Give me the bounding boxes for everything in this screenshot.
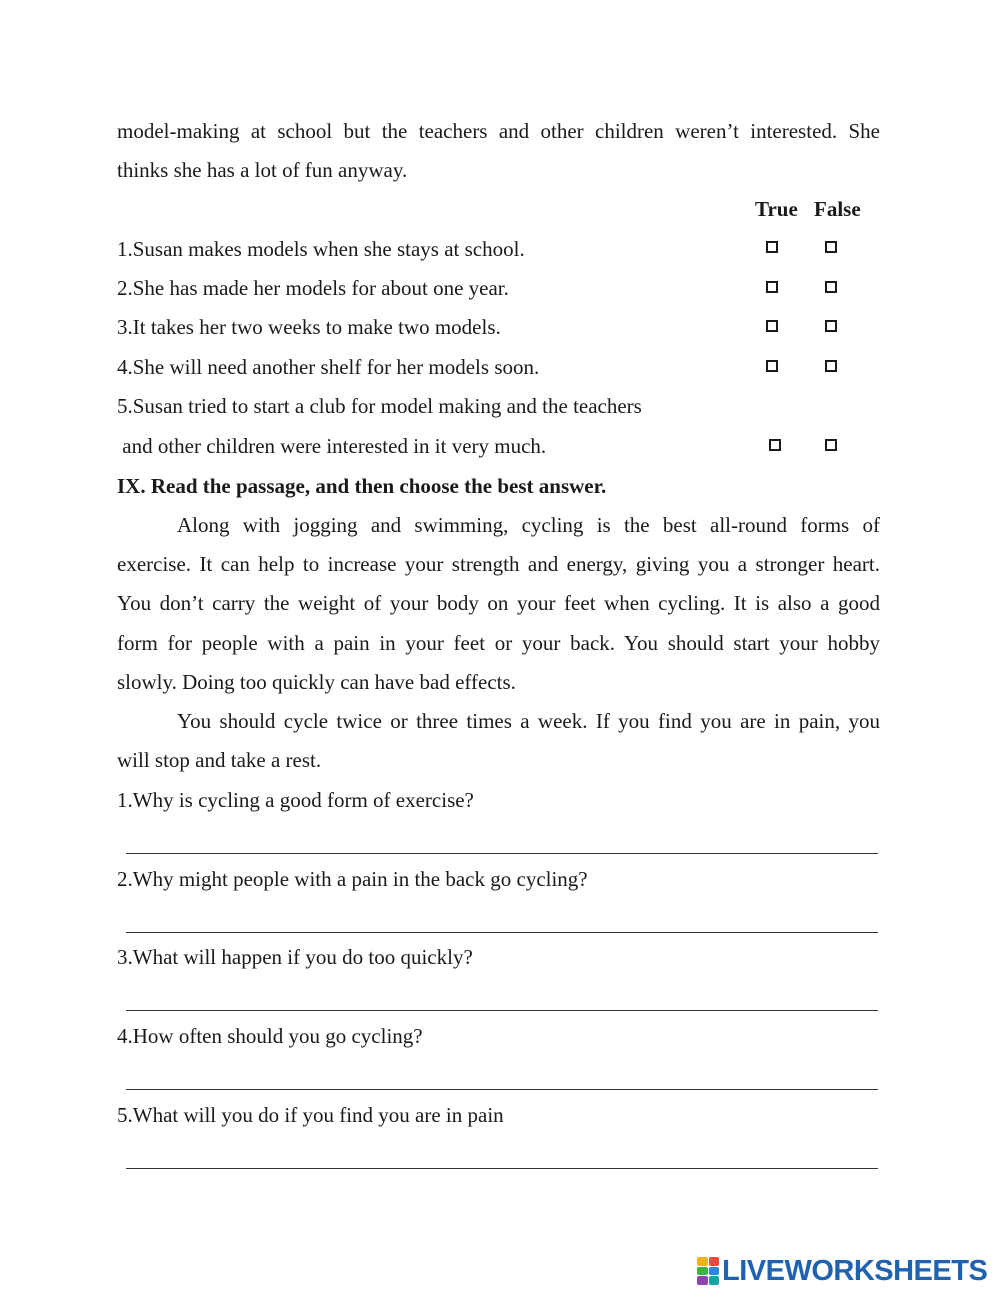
liveworksheets-wordmark: LIVEWORKSHEETS	[722, 1254, 988, 1287]
true-column-header: True	[755, 197, 798, 221]
tf-statement-2: 2.She has made her models for about one year.	[117, 276, 509, 300]
answer-5-input[interactable]	[126, 1144, 878, 1169]
tf-1-true-checkbox[interactable]	[766, 241, 778, 253]
section-ix-heading: IX. Read the passage, and then choose the best answer.	[117, 474, 607, 498]
passage-line-7: will stop and take a rest.	[117, 748, 322, 772]
passage-line-6: You should cycle twice or three times a week. If you find you are in pain, you	[177, 709, 880, 733]
answer-1-input[interactable]	[126, 829, 878, 854]
passage-line-3: You don’t carry the weight of your body on your feet when cycling. It is also a good	[117, 591, 880, 615]
passage-line-4: form for people with a pain in your feet or your back. You should start your hobby	[117, 631, 880, 655]
question-4: 4.How often should you go cycling?	[117, 1024, 423, 1048]
question-3: 3.What will happen if you do too quickly?	[117, 945, 473, 969]
false-column-header: False	[814, 197, 861, 221]
passage-line-1: Along with jogging and swimming, cycling is the best all-round forms of	[177, 513, 880, 537]
tf-4-false-checkbox[interactable]	[825, 360, 837, 372]
question-2: 2.Why might people with a pain in the back go cycling?	[117, 867, 588, 891]
tf-statement-5-part-1: 5.Susan tried to start a club for model making and the teachers	[117, 394, 642, 418]
passage-tail-line-2: thinks she has a lot of fun anyway.	[117, 158, 408, 182]
tf-statement-1: 1.Susan makes models when she stays at school.	[117, 237, 525, 261]
tf-5-true-checkbox[interactable]	[769, 439, 781, 451]
question-1: 1.Why is cycling a good form of exercise?	[117, 788, 474, 812]
liveworksheets-logo-icon	[697, 1257, 719, 1285]
tf-2-true-checkbox[interactable]	[766, 281, 778, 293]
tf-3-true-checkbox[interactable]	[766, 320, 778, 332]
tf-statement-4: 4.She will need another shelf for her models soon.	[117, 355, 540, 379]
tf-1-false-checkbox[interactable]	[825, 241, 837, 253]
answer-3-input[interactable]	[126, 986, 878, 1011]
tf-statement-5-part-2: and other children were interested in it very much.	[117, 434, 547, 458]
answer-4-input[interactable]	[126, 1065, 878, 1090]
passage-tail-line-1: model-making at school but the teachers and other children weren’t interested. She	[117, 119, 880, 143]
liveworksheets-logo	[697, 1254, 987, 1288]
tf-3-false-checkbox[interactable]	[825, 320, 837, 332]
question-5: 5.What will you do if you find you are in pain	[117, 1103, 504, 1127]
tf-2-false-checkbox[interactable]	[825, 281, 837, 293]
tf-4-true-checkbox[interactable]	[766, 360, 778, 372]
tf-statement-3: 3.It takes her two weeks to make two models.	[117, 315, 501, 339]
tf-5-false-checkbox[interactable]	[825, 439, 837, 451]
passage-line-5: slowly. Doing too quickly can have bad effects.	[117, 670, 516, 694]
answer-2-input[interactable]	[126, 908, 878, 933]
passage-line-2: exercise. It can help to increase your strength and energy, giving you a stronger heart.	[117, 552, 880, 576]
